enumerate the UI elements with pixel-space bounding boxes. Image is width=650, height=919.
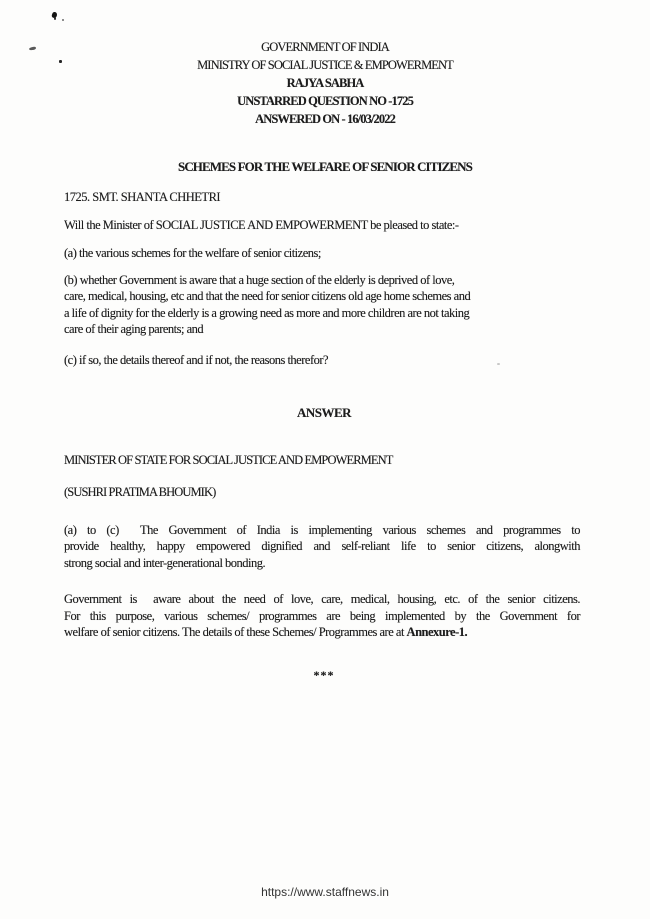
minister-designation: MINISTER OF STATE FOR SOCIAL JUSTICE AND EMPOWERMENT [64, 452, 393, 467]
footer-url: https://www.staffnews.in [261, 885, 389, 899]
document-body [64, 189, 584, 683]
document-title: SCHEMES FOR THE WELFARE OF SENIOR CITIZENS [177, 159, 473, 174]
question-intro-line: Will the Minister of SOCIAL JUSTICE AND EMPOWERMENT be pleased to state:- [64, 217, 459, 232]
answer-paragraph-2 [64, 591, 584, 641]
question-part-a: (a) the various schemes for the welfare of senior citizens; [64, 246, 321, 260]
header-government-line: GOVERNMENT OF INDIA [261, 40, 389, 54]
question-part-b-line: care, medical, housing, etc and that the need for senior citizens old age home schemes and [64, 289, 471, 303]
header-ministry-line: MINISTRY OF SOCIAL JUSTICE & EMPOWERMENT [197, 58, 453, 72]
minister-name: (SUSHRI PRATIMA BHOUMIK) [64, 485, 216, 499]
question-part-b-line: a life of dignity for the elderly is a growing need as more and more children are not taking [64, 305, 470, 320]
header-house-line: RAJYA SABHA [286, 76, 364, 90]
question-part-b [64, 272, 584, 338]
answer-paragraph-1-line: (a) to (c) The Government of India is implementing various schemes and programmes to [64, 522, 580, 537]
answer-paragraph-1-line: strong social and inter-generational bonding. [64, 555, 266, 570]
end-separator-stars: *** [313, 667, 335, 682]
answer-paragraph-1-line: provide healthy, happy empowered dignified and self-reliant life to senior citizens, alongwith [64, 539, 580, 553]
annexure-reference: Annexure-1. [406, 625, 468, 639]
answer-paragraph-2-line: Government is aware about the need of love, care, medical, housing, etc. of the senior citizens. [64, 592, 580, 606]
header-answered-on-line: ANSWERED ON - 16/03/2022 [255, 112, 395, 126]
question-part-b-line: care of their aging parents; and [64, 322, 204, 336]
header-question-no-line: UNSTARRED QUESTION NO -1725 [237, 94, 413, 108]
answer-heading: ANSWER [296, 405, 352, 420]
answer-paragraph-2-line [64, 624, 584, 641]
answer-paragraph-2-line: For this purpose, various schemes/ programmes are being implemented by the Government for [64, 608, 580, 623]
answer-paragraph-1 [64, 522, 584, 572]
question-number-line: 1725. SMT. SHANTA CHHETRI [64, 190, 221, 204]
question-part-c: (c) if so, the details thereof and if not, the reasons therefor? [64, 352, 329, 367]
question-part-b-line: (b) whether Government is aware that a huge section of the elderly is deprived of love, [64, 272, 455, 287]
letterhead [0, 0, 650, 128]
answer-paragraph-2-last-text: welfare of senior citizens. The details of these Schemes/ Programmes are at [64, 625, 407, 639]
